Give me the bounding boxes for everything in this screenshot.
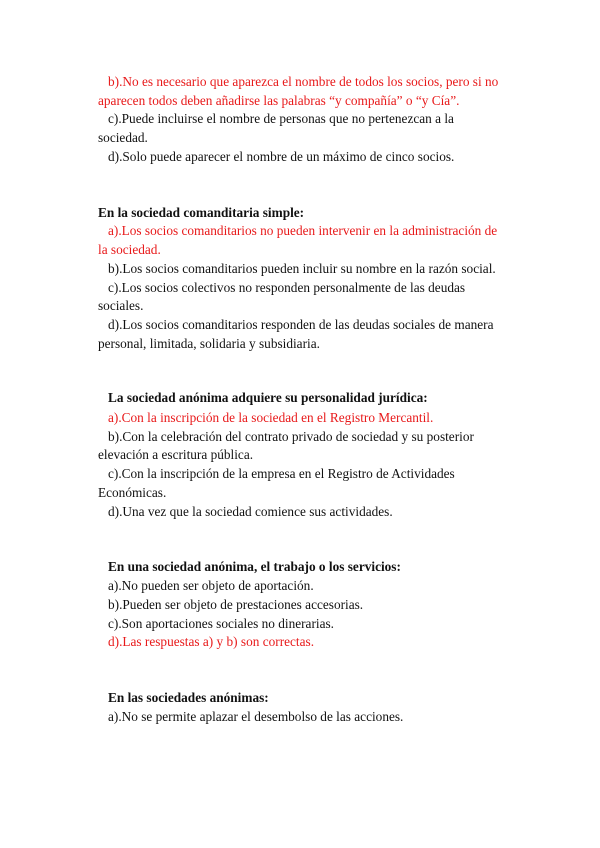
option-line: aparecen todos deben añadirse las palabras “y compañía” o “y Cía”.	[98, 93, 460, 108]
option-line: sociedad.	[98, 130, 148, 145]
option-line: d).Una vez que la sociedad comience sus actividades.	[108, 504, 393, 519]
question-title: En la sociedad comanditaria simple:	[98, 205, 305, 220]
question-title: En una sociedad anónima, el trabajo o los servicios:	[108, 559, 401, 574]
option-line: b).No es necesario que aparezca el nombre de todos los socios, pero si no	[108, 74, 499, 89]
option-line: b).Los socios comanditarios pueden incluir su nombre en la razón social.	[108, 261, 496, 276]
option-line: c).Los socios colectivos no responden personalmente de las deudas	[108, 280, 466, 295]
option-line: b).Con la celebración del contrato privado de sociedad y su posterior	[108, 429, 474, 444]
option-line: a).Los socios comanditarios no pueden intervenir en la administración de	[108, 223, 498, 238]
option-line: Económicas.	[98, 485, 167, 500]
option-line: d).Solo puede aparecer el nombre de un máximo de cinco socios.	[108, 149, 455, 164]
question-title: En las sociedades anónimas:	[108, 690, 269, 705]
option-line: c).Puede incluirse el nombre de personas que no pertenezcan a la	[108, 111, 454, 126]
option-line: b).Pueden ser objeto de prestaciones accesorias.	[108, 597, 364, 612]
option-line: d).Las respuestas a) y b) son correctas.	[108, 634, 315, 649]
option-line: d).Los socios comanditarios responden de las deudas sociales de manera	[108, 317, 494, 332]
option-line: a).Con la inscripción de la sociedad en el Registro Mercantil.	[108, 410, 434, 425]
question-title: La sociedad anónima adquiere su personalidad jurídica:	[108, 390, 428, 405]
option-line: sociales.	[98, 298, 144, 313]
option-line: elevación a escritura pública.	[98, 447, 254, 462]
option-line: c).Con la inscripción de la empresa en el Registro de Actividades	[108, 466, 455, 481]
option-line: a).No se permite aplazar el desembolso de las acciones.	[108, 709, 404, 724]
option-line: la sociedad.	[98, 242, 161, 257]
option-line: a).No pueden ser objeto de aportación.	[108, 578, 314, 593]
option-line: personal, limitada, solidaria y subsidiaria.	[98, 336, 320, 351]
option-line: c).Son aportaciones sociales no dinerarias.	[108, 616, 334, 631]
